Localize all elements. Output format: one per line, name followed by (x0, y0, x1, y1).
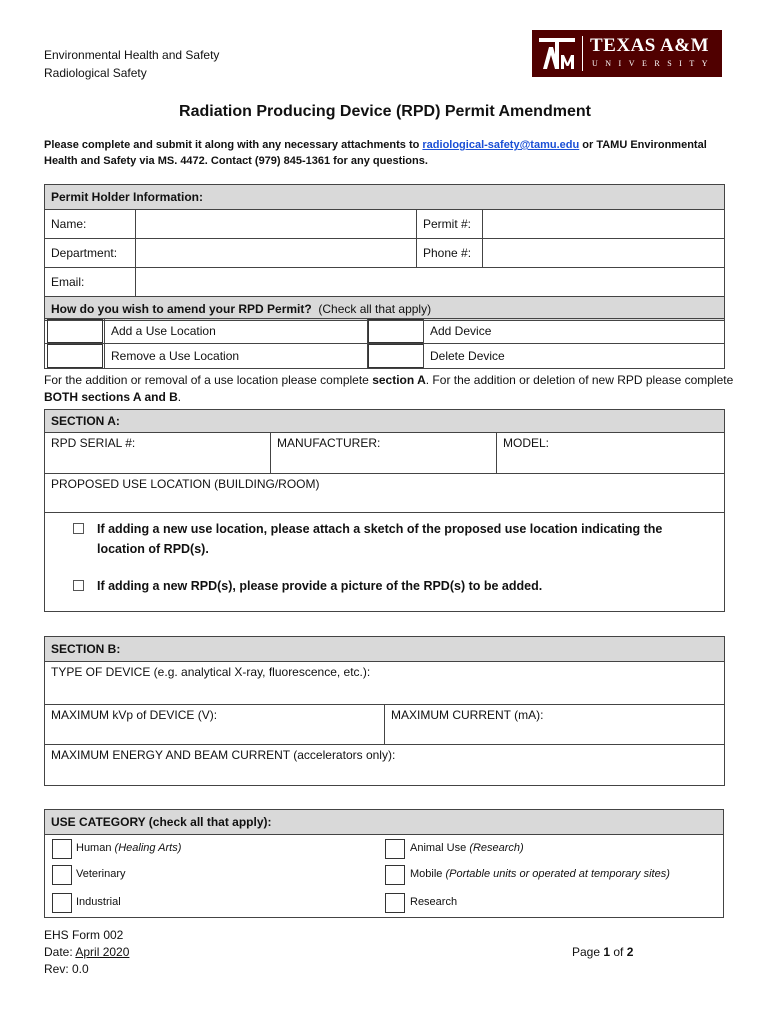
industrial-label: Industrial (76, 896, 121, 908)
permit-holder-header: Permit Holder Information: (45, 185, 725, 210)
department-label: Department: (45, 239, 136, 268)
page-current: 1 (603, 945, 611, 959)
atm-seal-icon (537, 35, 577, 72)
form-revision: Rev: 0.0 (44, 962, 89, 976)
kvp-field[interactable] (45, 705, 385, 745)
picture-item (97, 576, 707, 596)
email-label: Email: (45, 268, 136, 297)
section-a-checklist (45, 513, 725, 612)
logo-subtitle: UNIVERSITY (592, 59, 715, 68)
page-of: of (610, 945, 627, 959)
human-label: Human (76, 842, 112, 854)
amend-question-text: How do you wish to amend your RPD Permit? (51, 301, 312, 316)
add-location-label: Add a Use Location (105, 319, 368, 344)
animal-note: (Research) (469, 842, 524, 854)
human-option (76, 842, 181, 854)
section-a-table (44, 409, 725, 612)
amend-question (45, 297, 725, 321)
animal-checkbox[interactable] (385, 839, 405, 859)
model-field[interactable] (497, 433, 725, 474)
section-instructions (44, 372, 734, 406)
date-label: Date: (44, 945, 76, 959)
logo-title: TEXAS A&M (590, 35, 710, 56)
delete-device-label: Delete Device (424, 344, 725, 369)
section-b-table (44, 636, 725, 786)
add-location-checkbox[interactable] (45, 319, 105, 344)
email-field[interactable] (136, 268, 725, 297)
mobile-option (410, 868, 670, 880)
section-a-header: SECTION A: (45, 410, 725, 433)
page-number (572, 944, 633, 961)
picture-checkbox[interactable] (73, 580, 84, 591)
note-text-3: . (177, 390, 182, 404)
permit-field[interactable] (483, 210, 725, 239)
remove-location-label: Remove a Use Location (105, 344, 368, 369)
industrial-checkbox[interactable] (52, 893, 72, 913)
device-type-field[interactable] (45, 662, 725, 705)
sketch-item (97, 519, 707, 559)
kvp-label: MAXIMUM kVp of DEVICE (V): (51, 708, 218, 722)
intro-prefix: Please complete and submit it along with any necessary attachments to (44, 139, 423, 151)
animal-option (410, 842, 524, 854)
name-field[interactable] (136, 210, 417, 239)
remove-location-checkbox[interactable] (45, 344, 105, 369)
phone-field[interactable] (483, 239, 725, 268)
intro-text (44, 137, 724, 169)
research-checkbox[interactable] (385, 893, 405, 913)
phone-label: Phone #: (417, 239, 483, 268)
page-word: Page (572, 945, 604, 959)
veterinary-label: Veterinary (76, 868, 126, 880)
amend-hint: (Check all that apply) (318, 301, 432, 316)
device-type-label: TYPE OF DEVICE (e.g. analytical X-ray, fluorescence, etc.): (51, 665, 371, 679)
note-text-1: For the addition or removal of a use location please complete (44, 373, 373, 387)
energy-label: MAXIMUM ENERGY AND BEAM CURRENT (accelerators only): (51, 748, 396, 762)
model-label: MODEL: (503, 436, 550, 450)
email-link[interactable]: radiological-safety@tamu.edu (422, 139, 580, 151)
veterinary-checkbox[interactable] (52, 865, 72, 885)
page-title: Radiation Producing Device (RPD) Permit Amendment (179, 103, 591, 120)
permit-label: Permit #: (417, 210, 483, 239)
mobile-label: Mobile (410, 868, 443, 880)
page-total: 2 (626, 945, 634, 959)
add-device-checkbox[interactable] (368, 319, 424, 344)
serial-label: RPD SERIAL #: (51, 436, 136, 450)
manufacturer-field[interactable] (271, 433, 497, 474)
sketch-text: If adding a new use location, please attach a sketch of the proposed use location indicating the location of RPD(s). (97, 522, 663, 556)
animal-label: Animal Use (410, 842, 467, 854)
tamu-logo (532, 30, 722, 77)
department-field[interactable] (136, 239, 417, 268)
form-date (44, 944, 129, 961)
location-field[interactable] (45, 474, 725, 513)
add-device-label: Add Device (424, 319, 725, 344)
form-number: EHS Form 002 (44, 928, 124, 942)
note-section-a: section A (372, 373, 426, 387)
human-note: (Healing Arts) (114, 842, 182, 854)
human-checkbox[interactable] (52, 839, 72, 859)
note-text-2: . For the addition or deletion of new RPD please complete (425, 373, 734, 387)
mobile-checkbox[interactable] (385, 865, 405, 885)
org-division: Radiological Safety (44, 66, 147, 80)
current-field[interactable] (385, 705, 725, 745)
current-label: MAXIMUM CURRENT (mA): (391, 708, 544, 722)
picture-text: If adding a new RPD(s), please provide a picture of the RPD(s) to be added. (97, 579, 543, 593)
use-category-options (45, 835, 724, 918)
intro-suffix: or TAMU Environmental Health and Safety via MS. 4472. Contact (979) 845-1361 for any questions. (44, 139, 707, 167)
amend-options-table (44, 318, 725, 369)
permit-holder-table (44, 184, 725, 321)
delete-device-checkbox[interactable] (368, 344, 424, 369)
mobile-note: (Portable units or operated at temporary sites) (445, 868, 670, 880)
name-label: Name: (45, 210, 136, 239)
note-both-sections: BOTH sections A and B (44, 390, 178, 404)
use-category-header: USE CATEGORY (check all that apply): (45, 810, 724, 835)
sketch-checkbox[interactable] (73, 523, 84, 534)
org-name: Environmental Health and Safety (44, 48, 220, 62)
use-category-table (44, 809, 724, 918)
research-label: Research (410, 896, 458, 908)
serial-field[interactable] (45, 433, 271, 474)
location-label: PROPOSED USE LOCATION (BUILDING/ROOM) (51, 477, 320, 491)
manufacturer-label: MANUFACTURER: (277, 436, 381, 450)
date-value: April 2020 (75, 945, 130, 959)
section-b-header: SECTION B: (45, 637, 725, 662)
energy-field[interactable] (45, 745, 725, 786)
